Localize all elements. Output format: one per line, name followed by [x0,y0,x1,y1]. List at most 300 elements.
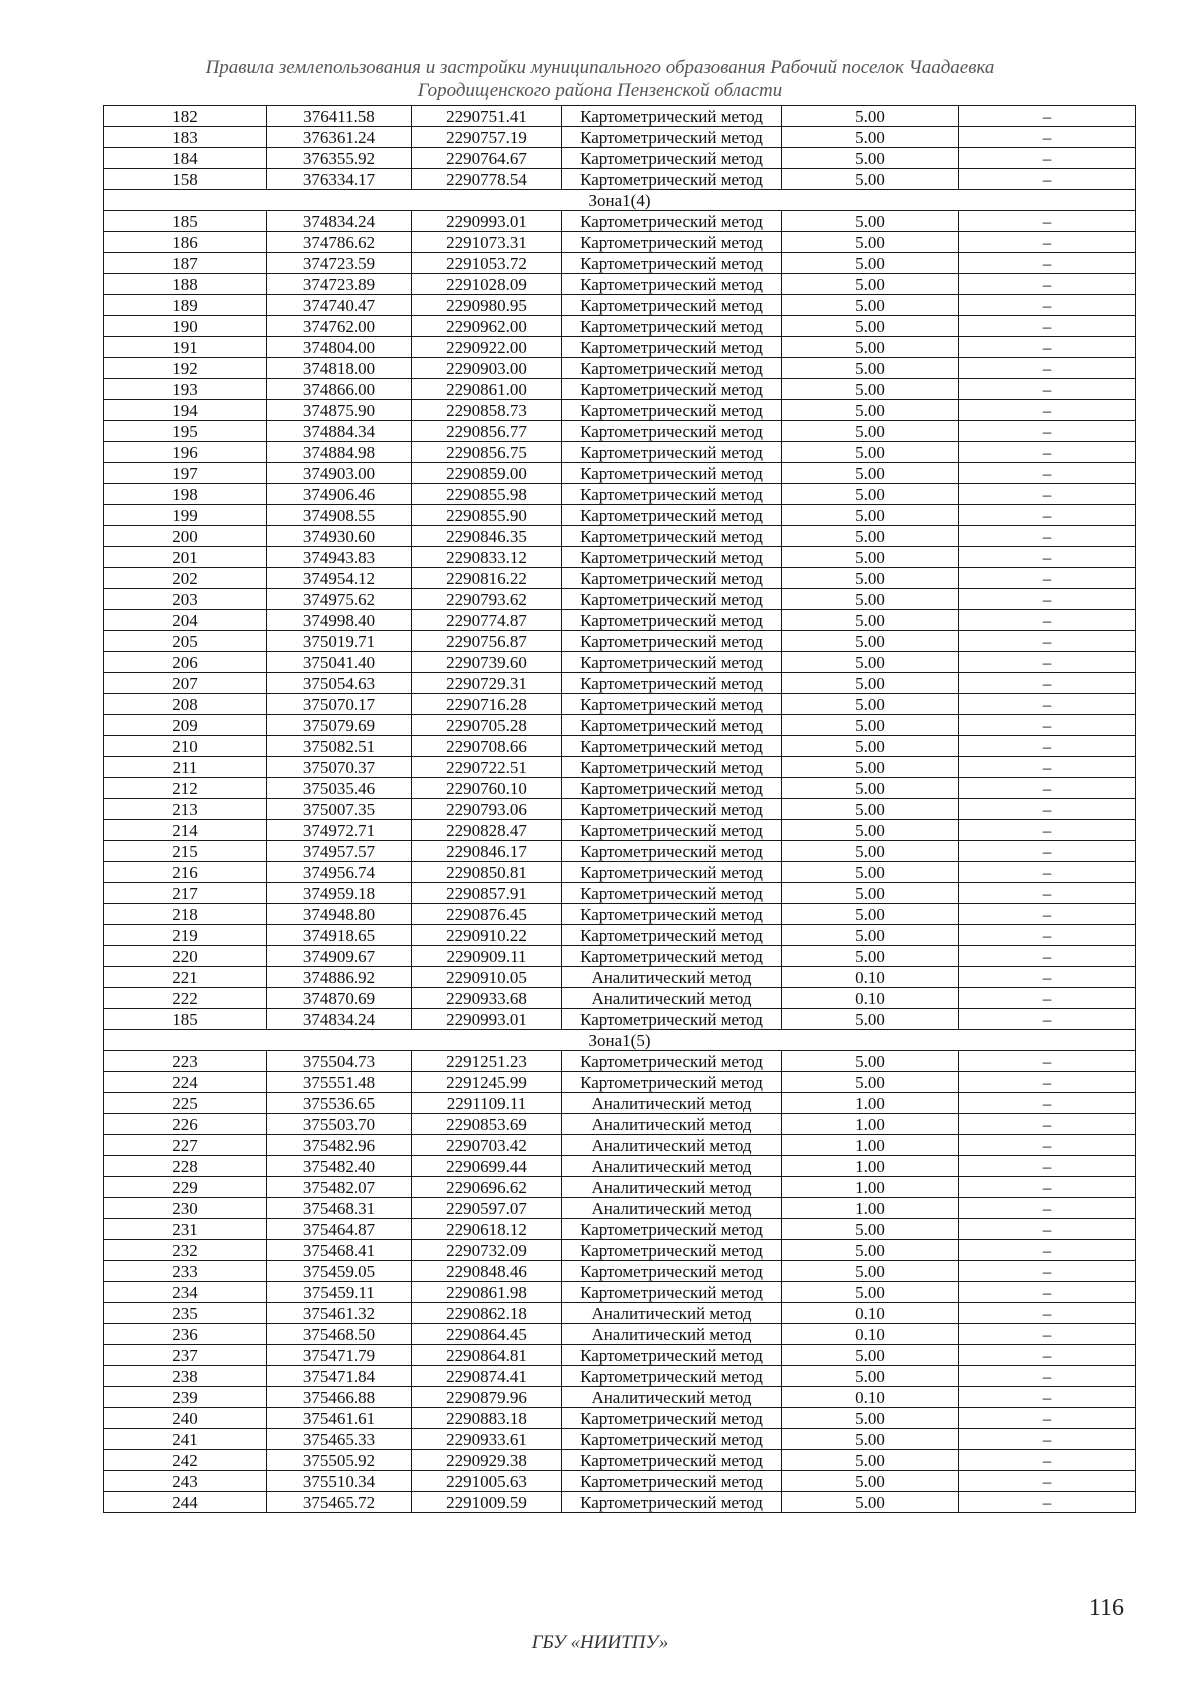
method-cell: Картометрический метод [562,1429,782,1450]
y-coordinate-cell: 2290760.10 [412,778,562,799]
method-cell: Аналитический метод [562,1135,782,1156]
table-row [104,1282,1136,1303]
table-row [104,400,1136,421]
x-coordinate-cell: 374834.24 [267,211,412,232]
method-cell: Картометрический метод [562,1345,782,1366]
accuracy-cell: 5.00 [782,1492,959,1513]
x-coordinate-cell: 374948.80 [267,904,412,925]
y-coordinate-cell: 2290793.62 [412,589,562,610]
point-number-cell: 230 [104,1198,267,1219]
table-row [104,337,1136,358]
y-coordinate-cell: 2290856.75 [412,442,562,463]
description-cell: – [959,568,1136,589]
zone-header-row [104,190,1136,211]
accuracy-cell: 5.00 [782,295,959,316]
table-row [104,1051,1136,1072]
description-cell: – [959,400,1136,421]
accuracy-cell: 5.00 [782,1282,959,1303]
table-row [104,295,1136,316]
y-coordinate-cell: 2290993.01 [412,1009,562,1030]
accuracy-cell: 5.00 [782,589,959,610]
y-coordinate-cell: 2291073.31 [412,232,562,253]
point-number-cell: 182 [104,106,267,127]
header-line-1: Правила землепользования и застройки муниципального образования Рабочий поселок Чаадаевка [205,57,995,78]
accuracy-cell: 5.00 [782,925,959,946]
method-cell: Картометрический метод [562,169,782,190]
table-row [104,1492,1136,1513]
accuracy-cell: 0.10 [782,967,959,988]
x-coordinate-cell: 375504.73 [267,1051,412,1072]
x-coordinate-cell: 374975.62 [267,589,412,610]
method-cell: Картометрический метод [562,1366,782,1387]
method-cell: Аналитический метод [562,1324,782,1345]
description-cell: – [959,757,1136,778]
x-coordinate-cell: 375041.40 [267,652,412,673]
accuracy-cell: 5.00 [782,169,959,190]
accuracy-cell: 5.00 [782,799,959,820]
x-coordinate-cell: 374943.83 [267,547,412,568]
point-number-cell: 191 [104,337,267,358]
y-coordinate-cell: 2290708.66 [412,736,562,757]
method-cell: Аналитический метод [562,1114,782,1135]
accuracy-cell: 5.00 [782,652,959,673]
method-cell: Картометрический метод [562,1219,782,1240]
x-coordinate-cell: 375468.41 [267,1240,412,1261]
point-number-cell: 196 [104,442,267,463]
description-cell: – [959,841,1136,862]
accuracy-cell: 5.00 [782,106,959,127]
description-cell: – [959,1408,1136,1429]
point-number-cell: 232 [104,1240,267,1261]
description-cell: – [959,1492,1136,1513]
description-cell: – [959,1177,1136,1198]
point-number-cell: 211 [104,757,267,778]
point-number-cell: 201 [104,547,267,568]
description-cell: – [959,1051,1136,1072]
description-cell: – [959,232,1136,253]
accuracy-cell: 5.00 [782,631,959,652]
method-cell: Аналитический метод [562,1198,782,1219]
table-row [104,610,1136,631]
table-row [104,1198,1136,1219]
accuracy-cell: 1.00 [782,1093,959,1114]
description-cell: – [959,1471,1136,1492]
x-coordinate-cell: 375019.71 [267,631,412,652]
y-coordinate-cell: 2290862.18 [412,1303,562,1324]
x-coordinate-cell: 374723.59 [267,253,412,274]
method-cell: Картометрический метод [562,148,782,169]
y-coordinate-cell: 2290846.35 [412,526,562,547]
table-row [104,253,1136,274]
description-cell: – [959,127,1136,148]
x-coordinate-cell: 374870.69 [267,988,412,1009]
x-coordinate-cell: 375510.34 [267,1471,412,1492]
method-cell: Картометрический метод [562,337,782,358]
x-coordinate-cell: 374723.89 [267,274,412,295]
accuracy-cell: 5.00 [782,1261,959,1282]
x-coordinate-cell: 375468.50 [267,1324,412,1345]
point-number-cell: 215 [104,841,267,862]
accuracy-cell: 5.00 [782,1072,959,1093]
description-cell: – [959,1303,1136,1324]
y-coordinate-cell: 2290699.44 [412,1156,562,1177]
point-number-cell: 192 [104,358,267,379]
point-number-cell: 244 [104,1492,267,1513]
y-coordinate-cell: 2290828.47 [412,820,562,841]
y-coordinate-cell: 2290778.54 [412,169,562,190]
table-row [104,1156,1136,1177]
method-cell: Картометрический метод [562,274,782,295]
description-cell: – [959,925,1136,946]
point-number-cell: 186 [104,232,267,253]
method-cell: Картометрический метод [562,232,782,253]
method-cell: Картометрический метод [562,820,782,841]
x-coordinate-cell: 374909.67 [267,946,412,967]
point-number-cell: 184 [104,148,267,169]
x-coordinate-cell: 375466.88 [267,1387,412,1408]
y-coordinate-cell: 2290903.00 [412,358,562,379]
description-cell: – [959,211,1136,232]
point-number-cell: 185 [104,1009,267,1030]
method-cell: Аналитический метод [562,1093,782,1114]
accuracy-cell: 5.00 [782,862,959,883]
method-cell: Картометрический метод [562,484,782,505]
point-number-cell: 194 [104,400,267,421]
coordinates-table [103,105,1136,1513]
y-coordinate-cell: 2290864.81 [412,1345,562,1366]
point-number-cell: 224 [104,1072,267,1093]
point-number-cell: 242 [104,1450,267,1471]
x-coordinate-cell: 374918.65 [267,925,412,946]
x-coordinate-cell: 374786.62 [267,232,412,253]
method-cell: Картометрический метод [562,1009,782,1030]
description-cell: – [959,631,1136,652]
point-number-cell: 221 [104,967,267,988]
accuracy-cell: 1.00 [782,1156,959,1177]
y-coordinate-cell: 2291245.99 [412,1072,562,1093]
header-line-2: Городищенского района Пензенской области [417,80,783,101]
table-row [104,904,1136,925]
method-cell: Картометрический метод [562,1051,782,1072]
method-cell: Картометрический метод [562,442,782,463]
description-cell: – [959,694,1136,715]
table-row [104,1114,1136,1135]
description-cell: – [959,883,1136,904]
y-coordinate-cell: 2290933.61 [412,1429,562,1450]
y-coordinate-cell: 2290618.12 [412,1219,562,1240]
point-number-cell: 228 [104,1156,267,1177]
accuracy-cell: 5.00 [782,673,959,694]
point-number-cell: 226 [104,1114,267,1135]
point-number-cell: 193 [104,379,267,400]
method-cell: Картометрический метод [562,841,782,862]
y-coordinate-cell: 2290816.22 [412,568,562,589]
accuracy-cell: 5.00 [782,379,959,400]
point-number-cell: 236 [104,1324,267,1345]
accuracy-cell: 5.00 [782,736,959,757]
accuracy-cell: 0.10 [782,1303,959,1324]
description-cell: – [959,442,1136,463]
x-coordinate-cell: 374972.71 [267,820,412,841]
accuracy-cell: 5.00 [782,1450,959,1471]
method-cell: Картометрический метод [562,526,782,547]
y-coordinate-cell: 2290874.41 [412,1366,562,1387]
accuracy-cell: 0.10 [782,988,959,1009]
description-cell: – [959,484,1136,505]
accuracy-cell: 5.00 [782,1219,959,1240]
method-cell: Картометрический метод [562,862,782,883]
method-cell: Аналитический метод [562,988,782,1009]
method-cell: Картометрический метод [562,1408,782,1429]
x-coordinate-cell: 375551.48 [267,1072,412,1093]
table-row [104,463,1136,484]
x-coordinate-cell: 375054.63 [267,673,412,694]
y-coordinate-cell: 2290962.00 [412,316,562,337]
y-coordinate-cell: 2290833.12 [412,547,562,568]
x-coordinate-cell: 375471.79 [267,1345,412,1366]
table-row [104,862,1136,883]
table-row [104,1240,1136,1261]
description-cell: – [959,1009,1136,1030]
y-coordinate-cell: 2290910.22 [412,925,562,946]
table-row [104,715,1136,736]
x-coordinate-cell: 375471.84 [267,1366,412,1387]
y-coordinate-cell: 2290859.00 [412,463,562,484]
point-number-cell: 200 [104,526,267,547]
accuracy-cell: 1.00 [782,1198,959,1219]
description-cell: – [959,421,1136,442]
table-row [104,694,1136,715]
x-coordinate-cell: 374998.40 [267,610,412,631]
description-cell: – [959,526,1136,547]
table-row [104,358,1136,379]
zone-label: Зона1(5) [104,1030,1136,1051]
table-row [104,148,1136,169]
method-cell: Картометрический метод [562,778,782,799]
description-cell: – [959,1219,1136,1240]
y-coordinate-cell: 2290722.51 [412,757,562,778]
accuracy-cell: 5.00 [782,568,959,589]
method-cell: Картометрический метод [562,1282,782,1303]
point-number-cell: 158 [104,169,267,190]
method-cell: Картометрический метод [562,610,782,631]
point-number-cell: 210 [104,736,267,757]
y-coordinate-cell: 2290864.45 [412,1324,562,1345]
x-coordinate-cell: 374886.92 [267,967,412,988]
table-row [104,127,1136,148]
point-number-cell: 220 [104,946,267,967]
point-number-cell: 214 [104,820,267,841]
description-cell: – [959,1366,1136,1387]
description-cell: – [959,1324,1136,1345]
description-cell: – [959,715,1136,736]
x-coordinate-cell: 375007.35 [267,799,412,820]
y-coordinate-cell: 2290929.38 [412,1450,562,1471]
accuracy-cell: 5.00 [782,1429,959,1450]
y-coordinate-cell: 2291028.09 [412,274,562,295]
table-row [104,925,1136,946]
accuracy-cell: 5.00 [782,421,959,442]
method-cell: Картометрический метод [562,358,782,379]
accuracy-cell: 5.00 [782,1408,959,1429]
x-coordinate-cell: 375082.51 [267,736,412,757]
point-number-cell: 243 [104,1471,267,1492]
table-row [104,589,1136,610]
table-row [104,652,1136,673]
method-cell: Картометрический метод [562,736,782,757]
point-number-cell: 199 [104,505,267,526]
x-coordinate-cell: 375461.61 [267,1408,412,1429]
table-row [104,1366,1136,1387]
x-coordinate-cell: 374818.00 [267,358,412,379]
table-row [104,1135,1136,1156]
x-coordinate-cell: 375503.70 [267,1114,412,1135]
point-number-cell: 198 [104,484,267,505]
table-row [104,967,1136,988]
description-cell: – [959,1261,1136,1282]
table-row [104,757,1136,778]
y-coordinate-cell: 2290597.07 [412,1198,562,1219]
x-coordinate-cell: 374875.90 [267,400,412,421]
y-coordinate-cell: 2290876.45 [412,904,562,925]
table-row [104,1219,1136,1240]
table-row [104,1450,1136,1471]
y-coordinate-cell: 2290756.87 [412,631,562,652]
y-coordinate-cell: 2290716.28 [412,694,562,715]
method-cell: Картометрический метод [562,1072,782,1093]
description-cell: – [959,316,1136,337]
method-cell: Картометрический метод [562,547,782,568]
y-coordinate-cell: 2290883.18 [412,1408,562,1429]
point-number-cell: 202 [104,568,267,589]
table-row [104,1303,1136,1324]
accuracy-cell: 5.00 [782,946,959,967]
accuracy-cell: 5.00 [782,883,959,904]
accuracy-cell: 1.00 [782,1114,959,1135]
y-coordinate-cell: 2291251.23 [412,1051,562,1072]
method-cell: Картометрический метод [562,1240,782,1261]
y-coordinate-cell: 2290858.73 [412,400,562,421]
point-number-cell: 219 [104,925,267,946]
method-cell: Картометрический метод [562,715,782,736]
y-coordinate-cell: 2290848.46 [412,1261,562,1282]
accuracy-cell: 1.00 [782,1135,959,1156]
x-coordinate-cell: 374906.46 [267,484,412,505]
table-row [104,232,1136,253]
x-coordinate-cell: 376411.58 [267,106,412,127]
table-row [104,841,1136,862]
y-coordinate-cell: 2290853.69 [412,1114,562,1135]
x-coordinate-cell: 374908.55 [267,505,412,526]
x-coordinate-cell: 374959.18 [267,883,412,904]
x-coordinate-cell: 374903.00 [267,463,412,484]
table-row [104,988,1136,1009]
x-coordinate-cell: 374957.57 [267,841,412,862]
accuracy-cell: 5.00 [782,694,959,715]
accuracy-cell: 5.00 [782,274,959,295]
description-cell: – [959,1429,1136,1450]
point-number-cell: 223 [104,1051,267,1072]
description-cell: – [959,610,1136,631]
table-row [104,1324,1136,1345]
point-number-cell: 235 [104,1303,267,1324]
accuracy-cell: 5.00 [782,232,959,253]
table-row [104,1261,1136,1282]
description-cell: – [959,652,1136,673]
description-cell: – [959,967,1136,988]
description-cell: – [959,904,1136,925]
point-number-cell: 217 [104,883,267,904]
description-cell: – [959,778,1136,799]
coordinates-table-body [104,106,1136,1513]
y-coordinate-cell: 2290774.87 [412,610,562,631]
point-number-cell: 190 [104,316,267,337]
description-cell: – [959,106,1136,127]
table-row [104,883,1136,904]
point-number-cell: 204 [104,610,267,631]
method-cell: Картометрический метод [562,1471,782,1492]
point-number-cell: 238 [104,1366,267,1387]
table-row [104,526,1136,547]
page-number: 116 [1088,1595,1124,1621]
point-number-cell: 227 [104,1135,267,1156]
x-coordinate-cell: 375536.65 [267,1093,412,1114]
description-cell: – [959,1198,1136,1219]
table-row [104,1009,1136,1030]
table-row [104,484,1136,505]
point-number-cell: 234 [104,1282,267,1303]
y-coordinate-cell: 2290861.98 [412,1282,562,1303]
description-cell: – [959,1345,1136,1366]
accuracy-cell: 5.00 [782,547,959,568]
method-cell: Картометрический метод [562,463,782,484]
description-cell: – [959,736,1136,757]
table-row [104,505,1136,526]
method-cell: Аналитический метод [562,1387,782,1408]
point-number-cell: 188 [104,274,267,295]
method-cell: Картометрический метод [562,925,782,946]
method-cell: Картометрический метод [562,400,782,421]
y-coordinate-cell: 2290933.68 [412,988,562,1009]
x-coordinate-cell: 375464.87 [267,1219,412,1240]
method-cell: Картометрический метод [562,379,782,400]
description-cell: – [959,1450,1136,1471]
method-cell: Картометрический метод [562,1492,782,1513]
accuracy-cell: 5.00 [782,442,959,463]
accuracy-cell: 5.00 [782,337,959,358]
y-coordinate-cell: 2290696.62 [412,1177,562,1198]
x-coordinate-cell: 375482.96 [267,1135,412,1156]
y-coordinate-cell: 2290879.96 [412,1387,562,1408]
accuracy-cell: 5.00 [782,1345,959,1366]
table-row [104,1093,1136,1114]
method-cell: Картометрический метод [562,127,782,148]
y-coordinate-cell: 2290980.95 [412,295,562,316]
table-row [104,274,1136,295]
x-coordinate-cell: 376355.92 [267,148,412,169]
description-cell: – [959,988,1136,1009]
method-cell: Картометрический метод [562,421,782,442]
table-row [104,316,1136,337]
y-coordinate-cell: 2291053.72 [412,253,562,274]
accuracy-cell: 5.00 [782,757,959,778]
x-coordinate-cell: 374884.98 [267,442,412,463]
zone-header-row [104,1030,1136,1051]
x-coordinate-cell: 374930.60 [267,526,412,547]
table-row [104,1408,1136,1429]
method-cell: Картометрический метод [562,316,782,337]
method-cell: Картометрический метод [562,904,782,925]
